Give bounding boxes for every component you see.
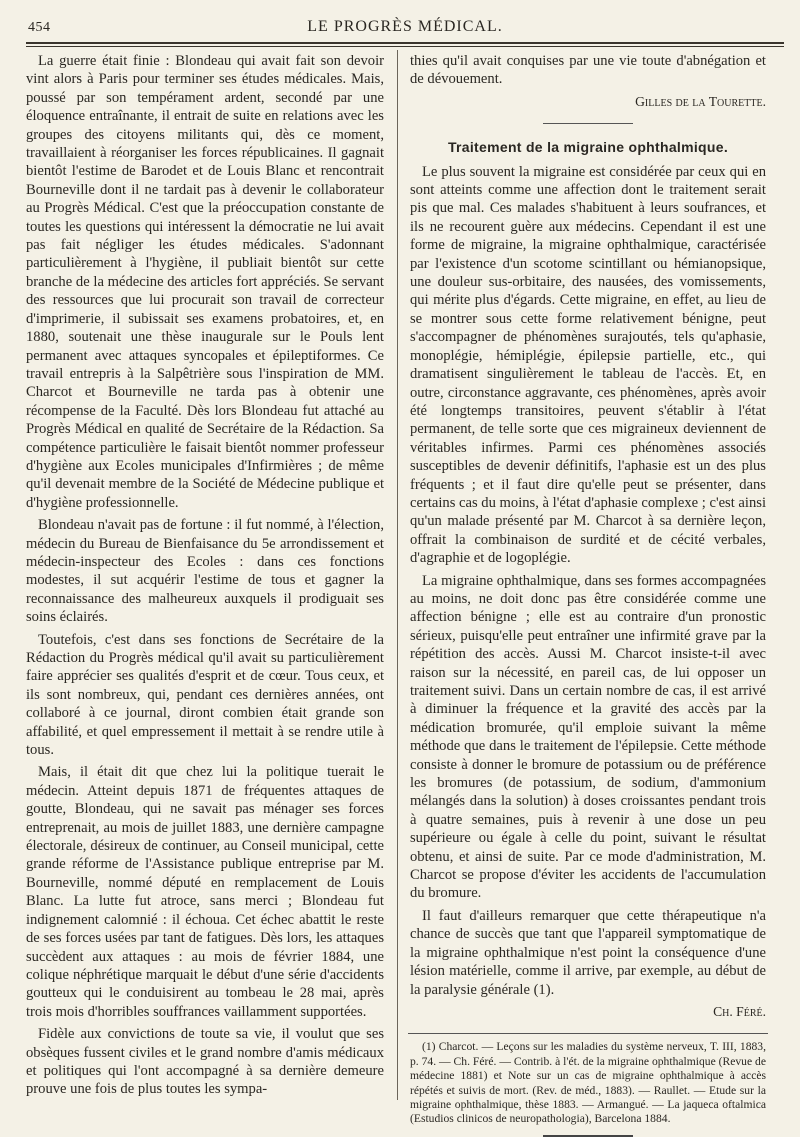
page-number: 454: [28, 20, 51, 35]
paragraph: Il faut d'ailleurs remarquer que cette thérapeutique n'a chance de succès que tant que l'appareil symptomatique de la migraine ophthalmique n'est point la conséquence d'une lésion matérielle, comme il arrive, par exemple, au début de la paralysie générale (1).: [410, 907, 766, 998]
continued-paragraph: thies qu'il avait conquises par une vie toute d'abnégation et de dévouement.: [410, 53, 766, 88]
paragraph: La migraine ophthalmique, dans ses formes accompagnées au moins, ne doit donc pas être considérée comme une affection bénigne ; elle est au contraire d'un pronostic sérieux, puisqu'elle peut entraîner une infirmité grave par la répétition des accès. Aussi M. Charcot insiste-t-il avec raison sur la nécessité, en pareil cas, de lui opposer un traitement suivi. Dans un certain nombre de cas, il est arrivé à diminuer la fréquence et la gravité des accès par la médication bromurée, qu'il emploie suivant la même méthode que dans le traitement de l'épilepsie. Cette méthode consiste à donner le bromure de potassium ou de préférence les bromures (de potassium, de sodium, d'ammonium mélangés dans la solution) à doses croissantes pendant trois à quatre semaines, puis à revenir à une dose un peu supérieure ou égale à celle du point, suivant le résultat obtenu, et ainsi de suite. Par ce mode d'administration, M. Charcot se propose d'éviter les accidents de l'accumulation du bromure.: [410, 572, 766, 902]
header-rule: [26, 42, 784, 44]
section-separator: [543, 123, 633, 124]
end-rule: [543, 1135, 633, 1137]
article-author: Ch. Féré.: [713, 1003, 766, 1019]
footnote-rule: [408, 1033, 768, 1034]
paragraph: La guerre était finie : Blondeau qui avait fait son devoir vint alors à Paris pour terminer ses études médicales. Mais, poussé par son tempérament ardent, secondé par une éloquence entraînante, il entrait de suite en relations avec les groupes des citoyens militants qui, dès ce moment, travaillaient à réorganiser les forces républicaines. Il gagnait bientôt l'estime de Barodet et de Louis Blanc et rencontrait Bourneville dont il ne tardait pas à devenir le collaborateur au Progrès Médical. C'est que la préoccupation constante de toutes les questions qui intéressent la démocratie ne lui avait pas fait négliger les études médicales. S'adonnant particulièrement à l'hygiène, il publiait bientôt sur cette branche de la médecine des articles fort appréciés. Se servant des ressources que lui procurait son travail de correcteur d'imprimerie, il subissait ses examens probatoires, et, en 1880, soutenait une thèse inaugurale sur le Pouls lent permanent avec attaques syncopales et épileptiformes. Ce travail entrepris à la Salpêtrière sous l'inspiration de MM. Charcot et Bourneville ne tarda pas à obtenir une récompense de la Faculté. Dès lors Blondeau fut attaché au Progrès Médical en qualité de Secrétaire de la Rédaction. Sa compétence particulière le faisait bientôt nommer professeur d'hygiène aux Ecoles municipales d'Infirmières ; de même qu'il devenait membre de la Société de Médecine publique et d'hygiène professionnelle.: [26, 53, 384, 511]
obituary-signature: Gilles de la Tourette.: [635, 93, 766, 109]
column-divider: [397, 50, 398, 1100]
right-column: [410, 52, 766, 1137]
paragraph: Fidèle aux convictions de toute sa vie, il voulut que ses obsèques fussent civiles et le grand nombre d'amis médicaux et politiques qui l'ont accompagné à sa dernière demeure prouve une fois de plus toutes les sympa-: [26, 1026, 384, 1098]
paragraph: Mais, il était dit que chez lui la politique tuerait le médecin. Atteint depuis 1871 de fréquentes attaques de goutte, Blondeau, qui ne savait pas ménager ses forces entreprenait, au mois de juillet 1883, une dernière campagne électorale, désireux de continuer, au Conseil municipal, cette grande réforme de l'Assistance publique entreprise par M. Bourneville, nommé député en remplacement de Louis Blanc. La lutte fut atroce, sans merci ; Blondeau fut indignement calomnié : il échoua. Cet échec abattit le reste de ses forces usées par tant de fatigues. Dès lors, les attaques succèdent aux attaques : au mois de février 1884, une colique néphrétique marquait le début d'une série d'accidents goutteux qui le conduisirent au tombeau le 28 mai, après trois mois d'horribles souffrances vaillamment supportées.: [26, 764, 384, 1020]
header-rule-thin: [26, 46, 784, 47]
paragraph: Toutefois, c'est dans ses fonctions de Secrétaire de la Rédaction du Progrès médical qu'il avait su particulièrement faire apprécier ses qualités d'esprit et de cœur. Tous ceux, et ils sont nombreux, qui, pendant ces dernières années, ont collaboré à ce journal, diront combien était grande son affabilité, et quel empressement il mettait à se rendre utile à tous.: [26, 631, 384, 759]
running-title: LE PROGRÈS MÉDICAL.: [307, 18, 503, 35]
paragraph: Le plus souvent la migraine est considérée par ceux qui en sont atteints comme une affection dont le traitement serait pis que mal. Ces malades s'habituent à leurs soufrances, et ils ne recourent guère aux médecins. Cependant il est une forme de migraine, la migraine ophthalmique, caractérisée par l'existence d'un scotome scintillant ou hémianopsique, une douleur sus-orbitaire, des nausées, des vomissements, qui mérite plus d'égards. Cette migraine, en effet, au lieu de se montrer sous cette forme relativement bénigne, peut s'accompagner de phénomènes surajoutés, tels qu'aphasie, monoplégie, hémiplégie, épilepsie partielle, etc., qui dramatisent singulièrement le tableau de l'accès. Et, en outre, circonstance aggravante, ces phénomènes, après avoir été longtemps transitoires, peuvent s'établir à l'état permanent, de telle sorte que ces migraineux deviennent de véritables infirmes. Parmi ces phénomènes associés susceptibles de devenir définitifs, l'aphasie est un des plus fréquents ; et il faut dire qu'elle peut se présenter, dans certains cas du moins, à l'état d'aphasie complexe ; c'est ainsi qu'un malade présenté par M. Charcot à sa dernière leçon, offrait la combinaison de surdité et de cécité verbales, d'agraphie et de logoplégie.: [410, 163, 766, 567]
left-column: [26, 52, 384, 1099]
footnote: (1) Charcot. — Leçons sur les maladies du système nerveux, T. III, 1883, p. 74. — Ch. Féré. — Contrib. à l'ét. de la migraine ophthalmique (Revue de médecine 1881) et Note sur un cas de migraine ophthalmique à accès répétés et suivis de mort. (Rev. de méd., 1883). — Raullet. — Etude sur la migraine ophthalmique, thèse 1883. — Armangué. — La jaqueca oftalmica (Estudios clinicos de neuropathologia), Barcelona 1884.: [410, 1040, 766, 1126]
page-header: [28, 18, 782, 40]
paragraph: Blondeau n'avait pas de fortune : il fut nommé, à l'élection, médecin du Bureau de Bienfaisance du 5e arrondissement et médecin-inspecteur des Ecoles : dans ces fonctions modestes, il sut acquérir l'estime de tous et gagner la reconnaissance des malheureux auxquels il prodiguait ses soins éclairés.: [26, 517, 384, 626]
article-title: Traitement de la migraine ophthalmique.: [447, 139, 729, 156]
